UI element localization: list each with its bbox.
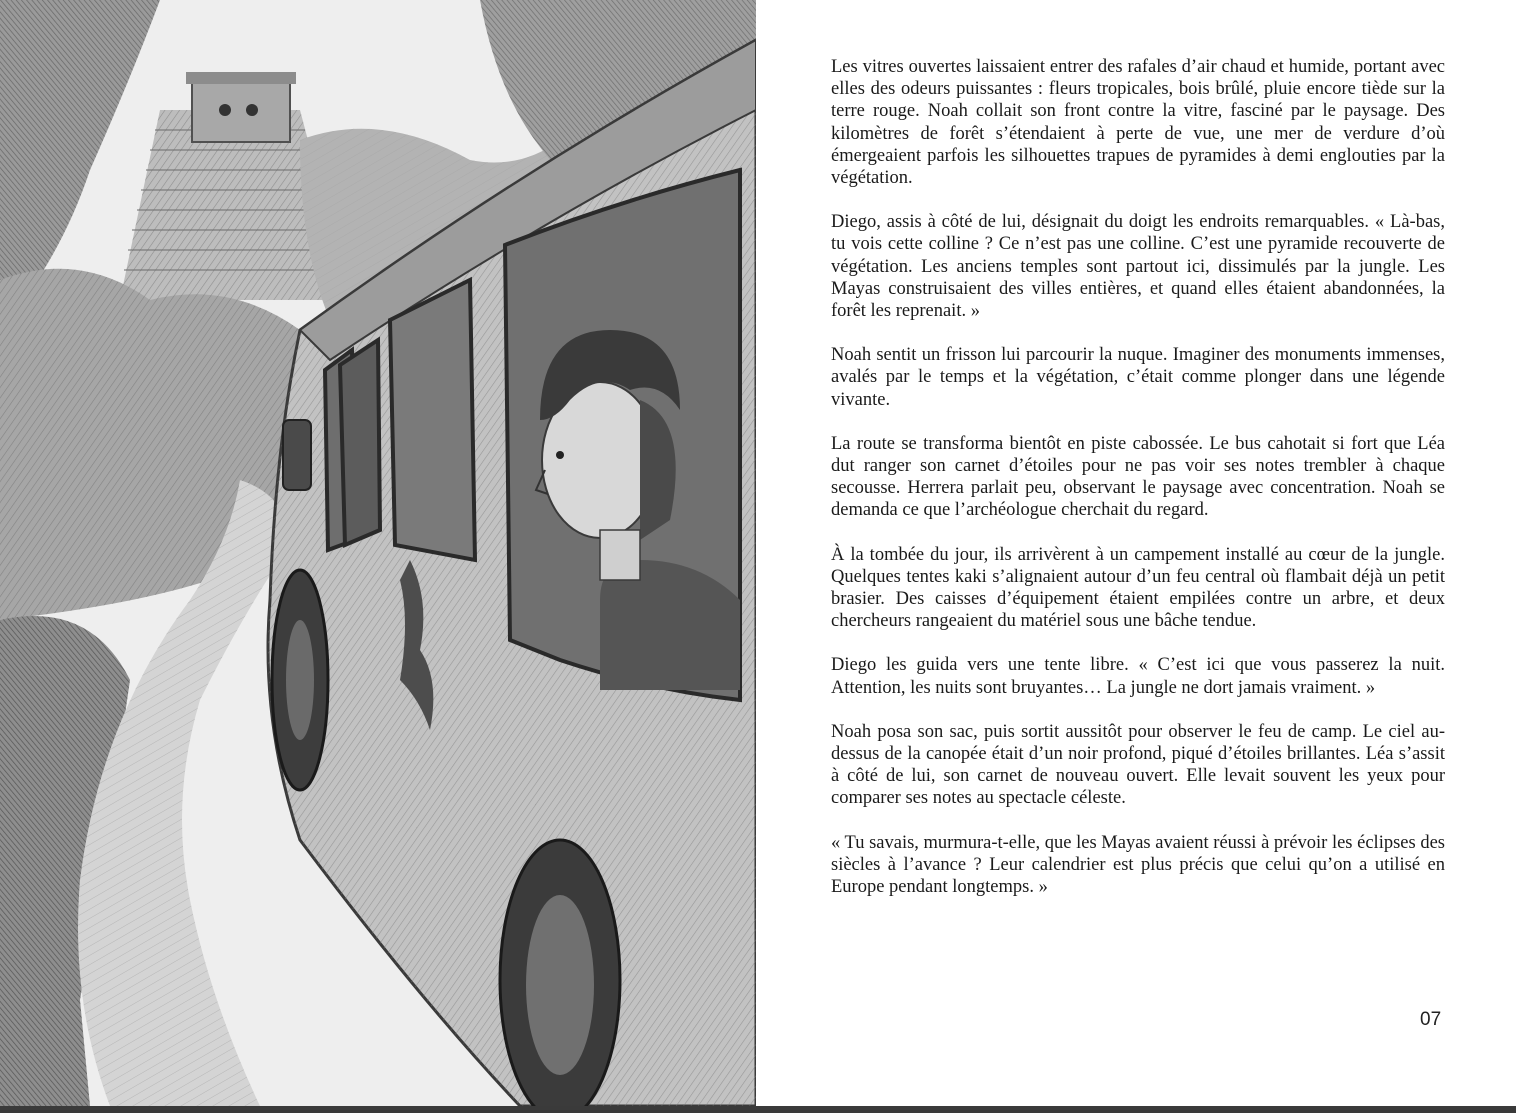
paragraph: Noah posa son sac, puis sortit aussitôt pour observer le feu de camp. Le ciel au-dessus de la canopée était d’un noir profond, piqué d’étoiles brillantes. Léa s’assit à côté de lui, son carnet de nouveau ouvert. Elle levait souvent les yeux pour comparer ses notes au spectacle céleste. xyxy=(831,721,1445,809)
bottom-bar xyxy=(0,1106,1516,1113)
pencil-sketch-illustration xyxy=(0,0,756,1106)
paragraph: Diego les guida vers une tente libre. « C’est ici que vous passerez la nuit. Attention, les nuits sont bruyantes… La jungle ne dort jamais vraiment. » xyxy=(831,655,1445,698)
paragraph: À la tombée du jour, ils arrivèrent à un campement installé au cœur de la jungle. Quelques tentes kaki s’alignaient autour d’un feu central où flambait déjà un petit brasier. Des caisses d’équipement étaient empilées contre un arbre, et deux chercheurs rangeaient du matériel sous une bâche tendue. xyxy=(831,544,1445,632)
paragraph: Diego, assis à côté de lui, désignait du doigt les endroits remarquables. « Là-bas, tu vois cette colline ? Ce n’est pas une colline. C’est une pyramide recouverte de végétation. Les anciens temples sont partout ici, dissimulés par la jungle. Les Mayas construisaient des villes entières, et quand elles étaient abandonnées, la forêt les reprenait. » xyxy=(831,212,1445,322)
page-number: 07 xyxy=(1420,1009,1442,1030)
paragraph: La route se transforma bientôt en piste cabossée. Le bus cahotait si fort que Léa dut ranger son carnet d’étoiles pour ne pas voir ses notes trembler à chaque secousse. Herrera parlait peu, observant le paysage avec concentration. Noah se demanda ce que l’archéologue cherchait du regard. xyxy=(831,433,1445,521)
paragraph: Noah sentit un frisson lui parcourir la nuque. Imaginer des monuments immenses, avalés par le temps et la végétation, c’était comme plonger dans une légende vivante. xyxy=(831,345,1445,410)
paragraph: « Tu savais, murmura-t-elle, que les Mayas avaient réussi à prévoir les éclipses des siècles à l’avance ? Leur calendrier est plus précis que celui qu’on a utilisé en Europe pendant longtemps. » xyxy=(831,832,1445,898)
story-text xyxy=(831,56,1445,920)
text-page xyxy=(756,0,1516,1106)
paragraph: Les vitres ouvertes laissaient entrer des rafales d’air chaud et humide, portant avec elles des odeurs puissantes : fleurs tropicales, bois brûlé, pluie encore tiède sur la terre rouge. Noah collait son front contre la vitre, fasciné par le paysage. Des kilomètres de forêt s’étendaient à perte de vue, une mer de verdure d’où émergeaient parfois les silhouettes trapues de pyramides à demi englouties par la végétation. xyxy=(831,57,1445,189)
